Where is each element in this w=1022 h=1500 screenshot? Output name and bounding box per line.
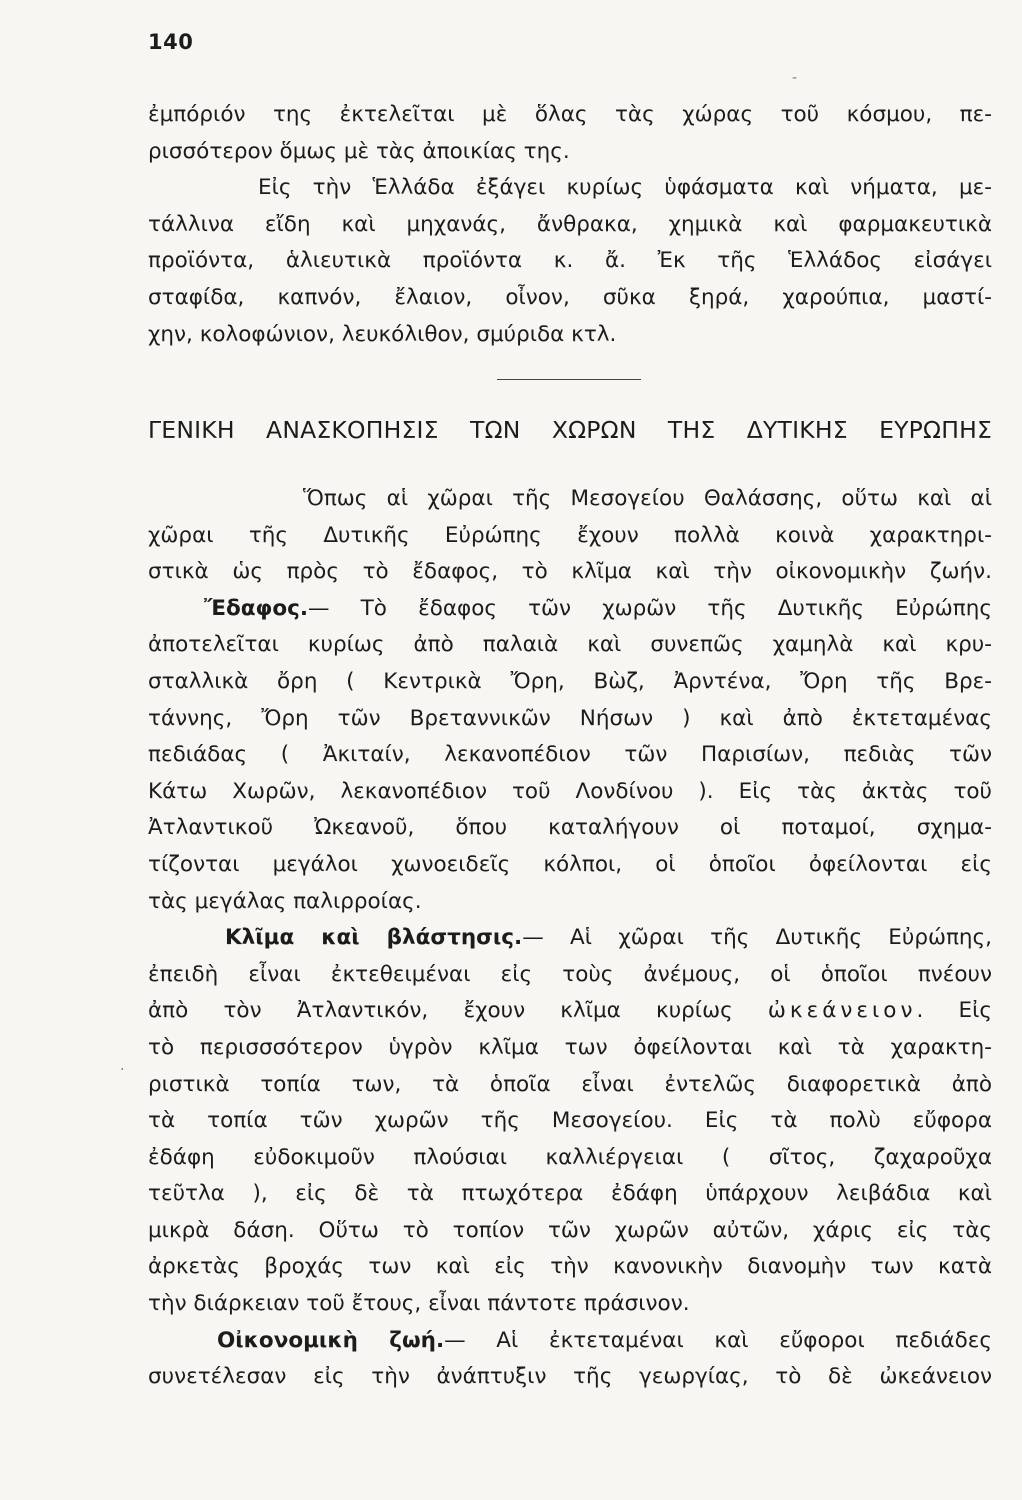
text-line: τίζονται μεγάλοι χωνοειδεῖς κόλποι, οἱ ὁποῖοι ὀφείλονται εἰς (148, 851, 992, 877)
text-line: τὴν διάρκειαν τοῦ ἔτους, εἶναι πάντοτε πράσινον. (148, 1291, 690, 1317)
text-fragment: — Αἱ χῶραι τῆς Δυτικῆς Εὐρώπης, (522, 925, 992, 951)
text-line: στικὰ ὡς πρὸς τὸ ἔδαφος, τὸ κλῖμα καὶ τὴν οἰκονομικὴν ζωήν. (148, 559, 992, 585)
text-line: χῶραι τῆς Δυτικῆς Εὐρώπης ἔχουν πολλὰ κοινὰ χαρακτηρι- (148, 522, 992, 548)
climate-title: Κλῖμα καὶ βλάστησις. (225, 925, 523, 951)
text-line: Εἰς τὴν Ἑλλάδα ἐξάγει κυρίως ὑφάσματα καὶ νήματα, με- (258, 175, 992, 201)
text-fragment: ἀπὸ τὸν Ἀτλαντικόν, ἔχουν κλῖμα κυρίως (148, 998, 733, 1024)
text-line: συνετέλεσαν εἰς τὴν ἀνάπτυξιν τῆς γεωργίας, τὸ δὲ ὠκεάνειον (148, 1364, 992, 1390)
text-line: ἐπειδὴ εἶναι ἐκτεθειμέναι εἰς τοὺς ἀνέμους, οἱ ὁποῖοι πνέουν (148, 961, 992, 987)
text-fragment: — Τὸ ἔδαφος τῶν χωρῶν τῆς Δυτικῆς Εὐρώπης (308, 595, 992, 621)
text-fragment: . Εἰς (916, 998, 992, 1024)
text-line (148, 993, 992, 1030)
text-line: ἐδάφη εὐδοκιμοῦν πλούσιαι καλλιέργειαι ( σῖτος, ζαχαροῦχα (148, 1144, 992, 1170)
text-line: Κάτω Χωρῶν, λεκανοπέδιον τοῦ Λονδίνου ). Εἰς τὰς ἀκτὰς τοῦ (148, 778, 992, 804)
text-line: ρισσότερον ὅμως μὲ τὰς ἀποικίας της. (148, 138, 570, 164)
text-line: πεδιάδας ( Ἀκιταίν, λεκανοπέδιον τῶν Παρισίων, πεδιὰς τῶν (148, 742, 992, 768)
text-line: ἀποτελεῖται κυρίως ἀπὸ παλαιὰ καὶ συνεπῶς χαμηλὰ καὶ κρυ- (148, 632, 992, 658)
page-number: 140 (148, 30, 194, 54)
text-line: ριστικὰ τοπία των, τὰ ὁποῖα εἶναι ἐντελῶς διαφορετικὰ ἀπὸ (148, 1071, 992, 1097)
section-divider (497, 379, 641, 380)
text-line: σταφίδα, καπνόν, ἔλαιον, οἶνον, σῦκα ξηρά, χαρούπια, μαστί- (148, 284, 992, 310)
text-line: χην, κολοφώνιον, λευκόλιθον, σμύριδα κτλ. (148, 321, 617, 347)
text-line: Ἀτλαντικοῦ Ὠκεανοῦ, ὅπου καταλήγουν οἱ ποταμοί, σχημα- (148, 815, 992, 841)
scan-speck: . (120, 1058, 125, 1074)
economy-title: Οἰκονομικὴ ζωή. (217, 1327, 445, 1353)
soil-paragraph-start (148, 591, 992, 628)
text-line: προϊόντα, ἁλιευτικὰ προϊόντα κ. ἄ. Ἐκ τῆς Ἑλλάδος εἰσάγει (148, 248, 992, 274)
emphasis-spaced: ὠκεάνειον (767, 998, 917, 1024)
text-line: σταλλικὰ ὄρη ( Κεντρικὰ Ὄρη, Βὼζ, Ἀρντένα, Ὄρη τῆς Βρε- (148, 668, 992, 694)
text-line: ἀρκετὰς βροχάς των καὶ εἰς τὴν κανονικὴν διανομὴν των κατὰ (148, 1254, 992, 1280)
section-body (148, 481, 992, 1396)
text-line: μικρὰ δάση. Οὕτω τὸ τοπίον τῶν χωρῶν αὐτῶν, χάρις εἰς τὰς (148, 1217, 992, 1243)
text-line: τὰ τοπία τῶν χωρῶν τῆς Μεσογείου. Εἰς τὰ πολὺ εὔφορα (148, 1108, 992, 1134)
soil-title: Ἔδαφος. (204, 595, 309, 621)
climate-paragraph-start (148, 920, 992, 957)
text-line: τάλλινα εἴδη καὶ μηχανάς, ἄνθρακα, χημικὰ καὶ φαρμακευτικὰ (148, 211, 992, 237)
text-line: τὰς μεγάλας παλιρροίας. (148, 888, 422, 914)
intro-text (148, 97, 992, 353)
text-line: τεῦτλα ), εἰς δὲ τὰ πτωχότερα ἐδάφη ὑπάρχουν λειβάδια καὶ (148, 1181, 992, 1207)
scan-speck: - (792, 70, 798, 86)
text-line: ἐμπόριόν της ἐκτελεῖται μὲ ὅλας τὰς χώρας τοῦ κόσμου, πε- (148, 102, 992, 127)
economy-paragraph-start (148, 1323, 992, 1360)
text-fragment: — Αἱ ἐκτεταμέναι καὶ εὔφοροι πεδιάδες (444, 1327, 992, 1353)
text-line: τάννης, Ὄρη τῶν Βρεταννικῶν Νήσων ) καὶ ἀπὸ ἐκτεταμένας (148, 705, 992, 731)
section-heading: ΓΕΝΙΚΗ ΑΝΑΣΚΟΠΗΣΙΣ ΤΩΝ ΧΩΡΩΝ ΤΗΣ ΔΥΤΙΚΗΣ ΕΥΡΩΠΗΣ (148, 416, 992, 444)
text-line: Ὅπως αἱ χῶραι τῆς Μεσογείου Θαλάσσης, οὕτω καὶ αἱ (303, 486, 992, 511)
text-line: τὸ περισσσότερον ὑγρὸν κλῖμα των ὀφείλονται καὶ τὰ χαρακτη- (148, 1034, 992, 1060)
